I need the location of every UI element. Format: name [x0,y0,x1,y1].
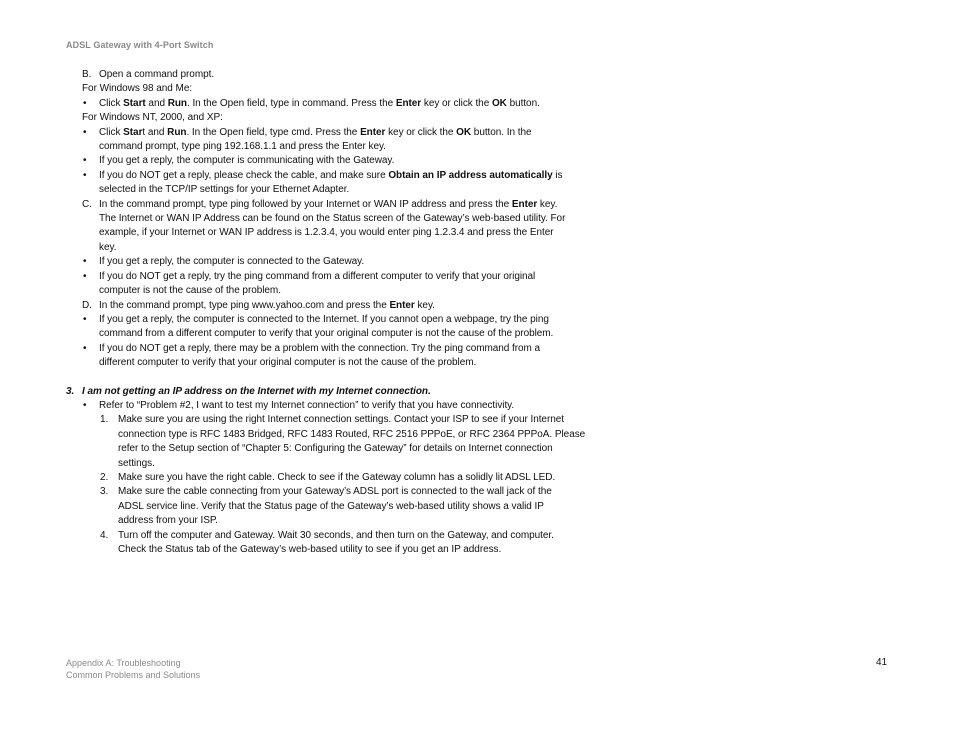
text-run: In the command prompt, type ping www.yahoo.com and press the [99,299,390,311]
item-number: 2. [100,471,109,483]
numbered-item-1-cont: connection type is RFC 1483 Bridged, RFC 1483 Routed, RFC 2516 PPPoE, or RFC 2364 PPPoA. Please [118,428,586,440]
bullet-c2-cont: computer is not the cause of the problem. [99,285,281,297]
bold-run: Star [123,126,143,138]
text-run: key or click the [385,126,457,138]
bold-run: Enter [360,126,386,138]
bullet-noreply-cont: selected in the TCP/IP settings for your Ethernet Adapter. [99,184,350,196]
text-run: button. In the [471,126,532,138]
step-c-cont: The Internet or WAN IP Address can be found on the Status screen of the Gateway’s web-based utility. For [99,213,566,225]
bullet-marker: • [83,313,87,325]
bullet-winnt-cont: command prompt, type ping 192.168.1.1 and press the Enter key. [99,141,386,153]
bullet-marker: • [83,126,87,138]
text-run: If you get a reply, the computer is communicating with the Gateway. [99,155,395,167]
bullet-sec3 [66,399,606,413]
running-header: ADSL Gateway with 4-Port Switch [66,40,214,50]
text-run: Make sure the cable connecting from your Gateway’s ADSL port is connected to the wall jack of the [118,486,552,498]
numbered-item-4 [66,529,606,543]
step-c [66,198,606,212]
bullet-marker: • [83,342,87,354]
bold-run: Enter [395,97,422,109]
numbered-item-3-cont: address from your ISP. [118,515,218,527]
bullet-d2 [66,342,606,356]
bullet-c2 [66,270,606,284]
text-run: Make sure you are using the right Internet connection settings. Contact your ISP to see if your Internet [118,414,564,426]
bullet-marker: • [83,97,87,109]
bold-run: Start [123,97,146,109]
bullet-reply [66,154,606,168]
bold-run: OK [456,126,472,138]
bold-run: Run [167,97,187,109]
text-run: key. [414,299,435,311]
text-run: If you get a reply, the computer is connected to the Internet. If you cannot open a webpage, try the ping [99,313,549,325]
bullet-marker: • [83,169,87,181]
bullet-marker: • [83,155,87,167]
numbered-item-1-cont: refer to the Setup section of “Chapter 5: Configuring the Gateway” for details on Internet connection [118,443,553,455]
text-run: In the command prompt, type ping followed by your Internet or WAN IP address and press the [99,198,512,210]
bold-run: Enter [389,299,415,311]
bullet-marker: • [83,399,87,411]
text-run: Click [99,97,124,109]
step-text: Open a command prompt. [99,69,215,80]
page-content [66,68,606,557]
bold-run: OK [491,97,507,109]
text-run: Make sure you have the right cable. Check to see if the Gateway column has a solidly lit ADSL LED. [118,471,556,483]
step-d [66,299,606,313]
bullet-c1 [66,255,606,269]
section-3-heading [66,385,606,399]
section-number: 3. [66,385,75,397]
bullet-d2-cont: different computer to verify that your original computer is not the cause of the problem. [99,357,477,369]
numbered-item-1-cont: settings. [118,457,155,469]
numbered-item-1 [66,413,606,427]
text-run: key. [537,198,558,210]
section-title: I am not getting an IP address on the Internet with my Internet connection. [82,385,431,397]
numbered-item-3 [66,485,606,499]
bullet-marker: • [83,256,87,268]
text-run: Refer to “Problem #2, I want to test my Internet connection” to verify that you have connectivity. [99,399,515,411]
footer-chapter: Appendix A: Troubleshooting [66,658,181,668]
text-run: . In the Open field, type in command. Press the [187,97,396,109]
bullet-winnt [66,126,606,140]
page-number: 41 [876,657,888,668]
text-run: . In the Open field, type cmd. Press the [186,126,361,138]
item-number: 4. [100,529,109,541]
text-run: and [145,97,168,109]
bold-run: Enter [511,198,538,210]
text-run: If you do NOT get a reply, try the ping command from a different computer to verify that your original [99,270,536,282]
text-run: If you do NOT get a reply, please check the cable, and make sure [99,169,389,181]
step-b [66,68,606,82]
text-run: Click [99,126,124,138]
numbered-item-2 [66,471,606,485]
bold-run: Run [167,126,187,138]
text-run: Turn off the computer and Gateway. Wait 30 seconds, and then turn on the Gateway, and computer. [118,529,554,541]
os-label-win98: For Windows 98 and Me: [82,83,193,95]
numbered-item-4-cont: Check the Status tab of the Gateway’s web-based utility to see if you get an IP address. [118,544,502,555]
text-run: If you get a reply, the computer is connected to the Gateway. [99,256,365,268]
text-run: key or click the [421,97,492,109]
bullet-noreply [66,169,606,183]
step-letter: D. [82,299,92,311]
text-run: t and [142,126,168,138]
text-run: is [552,169,563,181]
item-number: 3. [100,486,109,498]
bullet-d1 [66,313,606,327]
text-run: If you do NOT get a reply, there may be a problem with the connection. Try the ping command from a [99,342,541,354]
step-c-cont: example, if your Internet or WAN IP address is 1.2.3.4, you would enter ping 1.2.3.4 and press the Enter [99,227,554,239]
footer-section: Common Problems and Solutions [66,670,201,680]
item-number: 1. [100,414,109,426]
os-label-winnt: For Windows NT, 2000, and XP: [82,112,223,124]
numbered-item-3-cont: ADSL service line. Verify that the Status page of the Gateway’s web-based utility shows a valid IP [118,500,544,512]
text-run: button. [506,97,540,109]
step-letter: C. [82,198,92,210]
bullet-d1-cont: command from a different computer to verify that your original computer is not the cause of the problem. [99,328,554,340]
running-footer [66,657,200,681]
step-letter: B. [82,69,92,80]
step-c-cont: key. [99,241,117,253]
bullet-win98 [66,97,606,111]
bold-run: Obtain an IP address automatically [388,169,553,181]
bullet-marker: • [83,270,87,282]
